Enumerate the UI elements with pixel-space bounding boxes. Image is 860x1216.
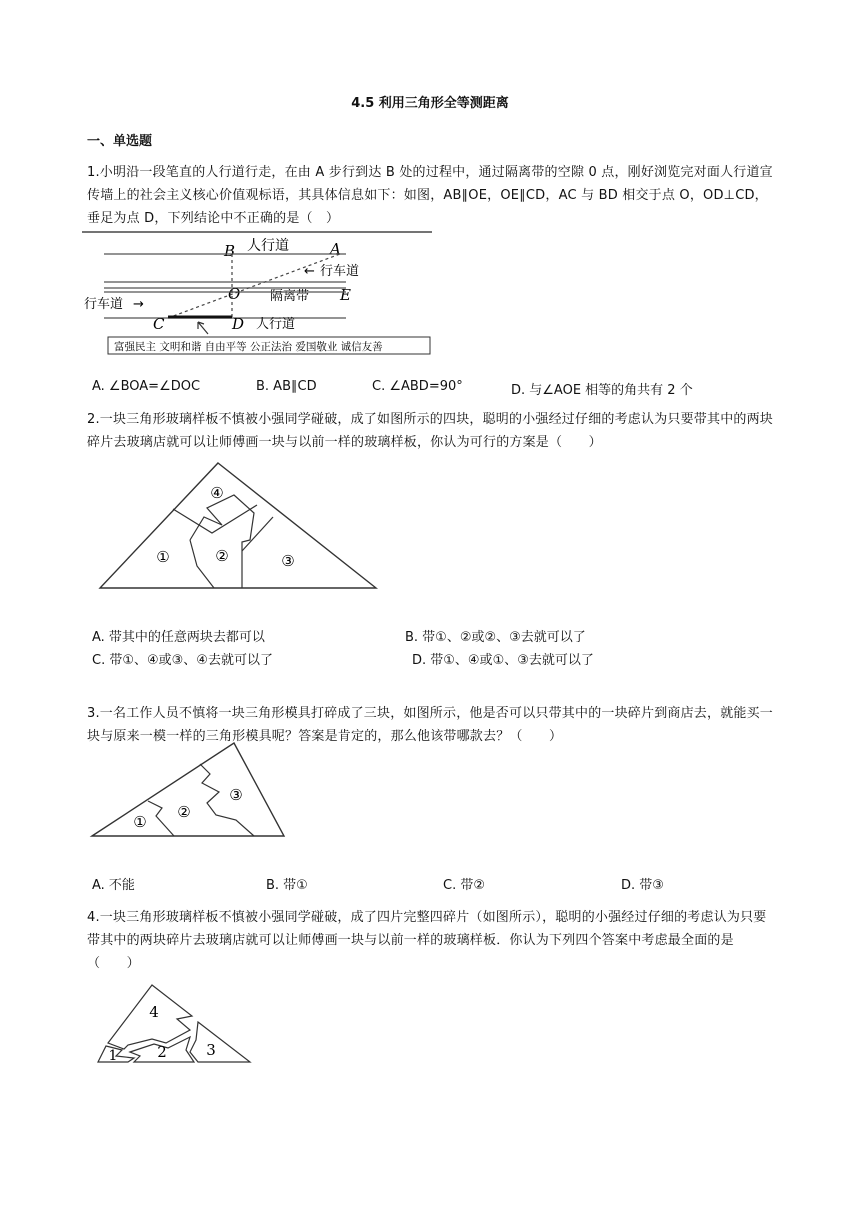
point-b-label: B	[224, 242, 236, 260]
question-2-figure	[92, 455, 382, 595]
q2-option-d: D. 带①、④或①、③去就可以了	[412, 653, 594, 668]
crack-middle	[190, 495, 254, 588]
question-4-text: 4.一块三角形玻璃样板不慎被小强同学碰破，成了四片完整四碎片（如图所示），聪明的小强经过仔细的考虑认为只要带其中的两块碎片去玻璃店就可以让师傅画一块与以前一样的玻璃样板．你认为下列四个答案中考虑最全面的是（ ）	[87, 910, 767, 971]
q1-option-d: D. 与∠AOE 相等的角共有 2 个	[511, 383, 693, 398]
piece-1-label: ①	[156, 548, 170, 566]
median-label: 隔离带	[270, 289, 310, 304]
road-left-label: 行车道	[84, 297, 124, 312]
point-e-label: E	[340, 286, 351, 304]
q3-option-c: C. 带②	[443, 878, 485, 893]
q3-option-a: A. 不能	[92, 878, 135, 893]
question-4-figure	[94, 982, 254, 1067]
crack-right	[200, 764, 254, 836]
triangle-outline	[92, 743, 284, 836]
point-c-label: C	[153, 315, 165, 333]
question-1-text: 1.小明沿一段笔直的人行道行走，在由 A 步行到达 B 处的过程中，通过隔离带的空隙 0 点，刚好浏览完对面人行道宣传墙上的社会主义核心价值观标语，其具体信息如下：如图，AB∥OE，OE∥CD，AC 与 BD 相交于点 O，OD⊥CD，垂足为点 D，下列结论中不正确的是（ ）	[87, 165, 773, 226]
section-heading: 一、单选题	[87, 134, 153, 149]
question-1-figure	[82, 230, 434, 358]
question-3-text: 3.一名工作人员不慎将一块三角形模具打碎成了三块，如图所示，他是否可以只带其中的一块碎片到商店去，就能买一块与原来一模一样的三角形模具呢？答案是肯定的，那么他该带哪款去？（ ）	[87, 706, 774, 744]
point-d-label: D	[232, 315, 245, 333]
arrow-left-icon: ←	[304, 264, 315, 279]
page-title: 4.5 利用三角形全等测距离	[351, 96, 509, 111]
sidewalk-top-label: 人行道	[247, 238, 289, 254]
point-o-label: O	[228, 285, 241, 303]
road-right-label: 行车道	[320, 264, 360, 279]
q3-option-d: D. 带③	[621, 878, 664, 893]
q1-option-a: A. ∠BOA=∠DOC	[92, 379, 201, 394]
q1-option-b: B. AB∥CD	[256, 379, 317, 394]
question-2-text: 2.一块三角形玻璃样板不慎被小强同学碰破，成了如图所示的四块，聪明的小强经过仔细的考虑认为只要带其中的两块碎片去玻璃店就可以让师傅画一块与以前一样的玻璃样板，你认为可行的方案是（ ）	[87, 412, 774, 450]
triangle-outline	[100, 463, 376, 588]
piece-2-label: ②	[215, 547, 229, 565]
piece-3-outline	[190, 1022, 250, 1062]
q2-option-c: C. 带①、④或③、④去就可以了	[92, 653, 273, 668]
piece-2-label: 2	[157, 1043, 167, 1061]
piece-2-label: ②	[177, 803, 191, 821]
pointer-arrow-icon	[198, 322, 208, 334]
q1-option-c: C. ∠ABD=90°	[372, 379, 463, 394]
arrow-right-icon: →	[133, 297, 144, 312]
piece-4-label: ④	[210, 484, 224, 502]
crack-right	[242, 517, 273, 551]
slogan-text: 富强民主 文明和谐 自由平等 公正法治 爱国敬业 诚信友善	[114, 341, 383, 353]
crack-left	[148, 801, 174, 836]
question-3-figure	[88, 740, 288, 840]
piece-1-label: ①	[133, 813, 147, 831]
piece-4-label: 4	[149, 1003, 159, 1021]
piece-3-label: ③	[229, 786, 243, 804]
crack-top	[173, 505, 257, 533]
q3-option-b: B. 带①	[266, 878, 308, 893]
point-a-label: A	[330, 240, 341, 258]
piece-3-label: ③	[281, 552, 295, 570]
crack-left	[190, 540, 214, 588]
q2-option-a: A. 带其中的任意两块去都可以	[92, 630, 265, 645]
piece-1-label: 1	[108, 1048, 118, 1064]
q2-option-b: B. 带①、②或②、③去就可以了	[405, 630, 586, 645]
sidewalk-bottom-label: 人行道	[256, 317, 296, 332]
piece-3-label: 3	[206, 1041, 216, 1059]
